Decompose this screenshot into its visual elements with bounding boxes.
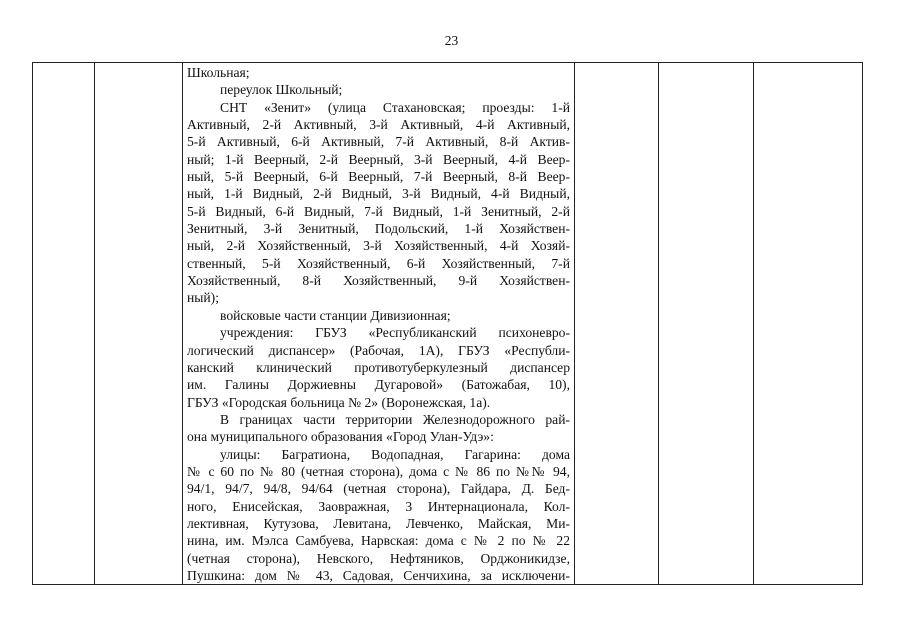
text-line: канский клинический противотуберкулезный диспансер [187,359,570,375]
text-line: Хозяйственный, 8-й Хозяйственный, 9-й Хозяйствен- [187,273,570,289]
text-line: 5-й Видный, 6-й Видный, 7-й Видный, 1-й Зенитный, 2-й [187,203,570,219]
text-line: она муниципального образования «Город Улан-Удэ»: [187,429,494,445]
text-line: ный); [187,290,219,306]
text-line: улицы: Багратиона, Водопадная, Гагарина: дома [220,446,570,462]
text-line: Активный, 2-й Активный, 3-й Активный, 4-й Активный, [187,117,570,133]
text-line: учреждения: ГБУЗ «Республиканский психоневро- [220,325,570,341]
text-line: ный, 5-й Веерный, 6-й Веерный, 7-й Веерный, 8-й Веер- [187,169,570,185]
text-line: ственный, 5-й Хозяйственный, 6-й Хозяйственный, 7-й [187,255,570,271]
text-line: им. Галины Доржиевны Дугаровой» (Батожабая, 10), [187,377,570,393]
text-line: 5-й Активный, 6-й Активный, 7-й Активный, 8-й Актив- [187,134,570,150]
table-cell-2 [95,63,183,585]
text-line: лективная, Кутузова, Левитана, Левченко, Майская, Ми- [187,515,570,531]
table-cell-5 [659,63,754,585]
text-line: ный, 2-й Хозяйственный, 3-й Хозяйственный, 4-й Хозяй- [187,238,570,254]
text-line: В границах части территории Железнодорожного рай- [220,411,570,427]
table-cell-4 [575,63,659,585]
text-line: ный, 1-й Видный, 2-й Видный, 3-й Видный, 4-й Видный, [187,186,570,202]
table-cell-1 [33,63,95,585]
text-line: СНТ «Зенит» (улица Стахановская; проезды: 1-й [220,99,570,115]
text-line: ГБУЗ «Городская больница № 2» (Воронежская, 1а). [187,394,491,410]
text-line: переулок Школьный; [220,82,343,98]
text-line: Пушкина: дом № 43, Садовая, Сенчихина, за исключени- [187,567,570,583]
text-line: логический диспансер» (Рабочая, 1А), ГБУЗ «Республи- [187,342,570,358]
text-line: нина, им. Мэлса Самбуева, Нарвская: дома с № 2 по № 22 [187,533,570,549]
table-row [33,63,863,585]
text-line: 94/1, 94/7, 94/8, 94/64 (четная сторона), Гайдара, Д. Бед- [187,481,570,497]
text-block [187,64,570,584]
page-number: 23 [444,33,459,48]
text-line: ный; 1-й Веерный, 2-й Веерный, 3-й Веерный, 4-й Веер- [187,151,570,167]
text-line: ного, Енисейская, Заовражная, 3 Интернационала, Кол- [187,498,570,514]
text-line: (четная сторона), Невского, Нефтяников, Орджоникидзе, [187,550,570,566]
text-line: Зенитный, 3-й Зенитный, Подольский, 1-й Хозяйствен- [187,221,570,237]
text-line: Школьная; [187,65,250,80]
table-cell-6 [754,63,863,585]
text-line: войсковые части станции Дивизионная; [220,307,451,323]
document-table [32,62,863,585]
text-line: № с 60 по № 80 (четная сторона), дома с № 86 по №№ 94, [187,463,570,479]
table-cell-text [183,63,575,585]
